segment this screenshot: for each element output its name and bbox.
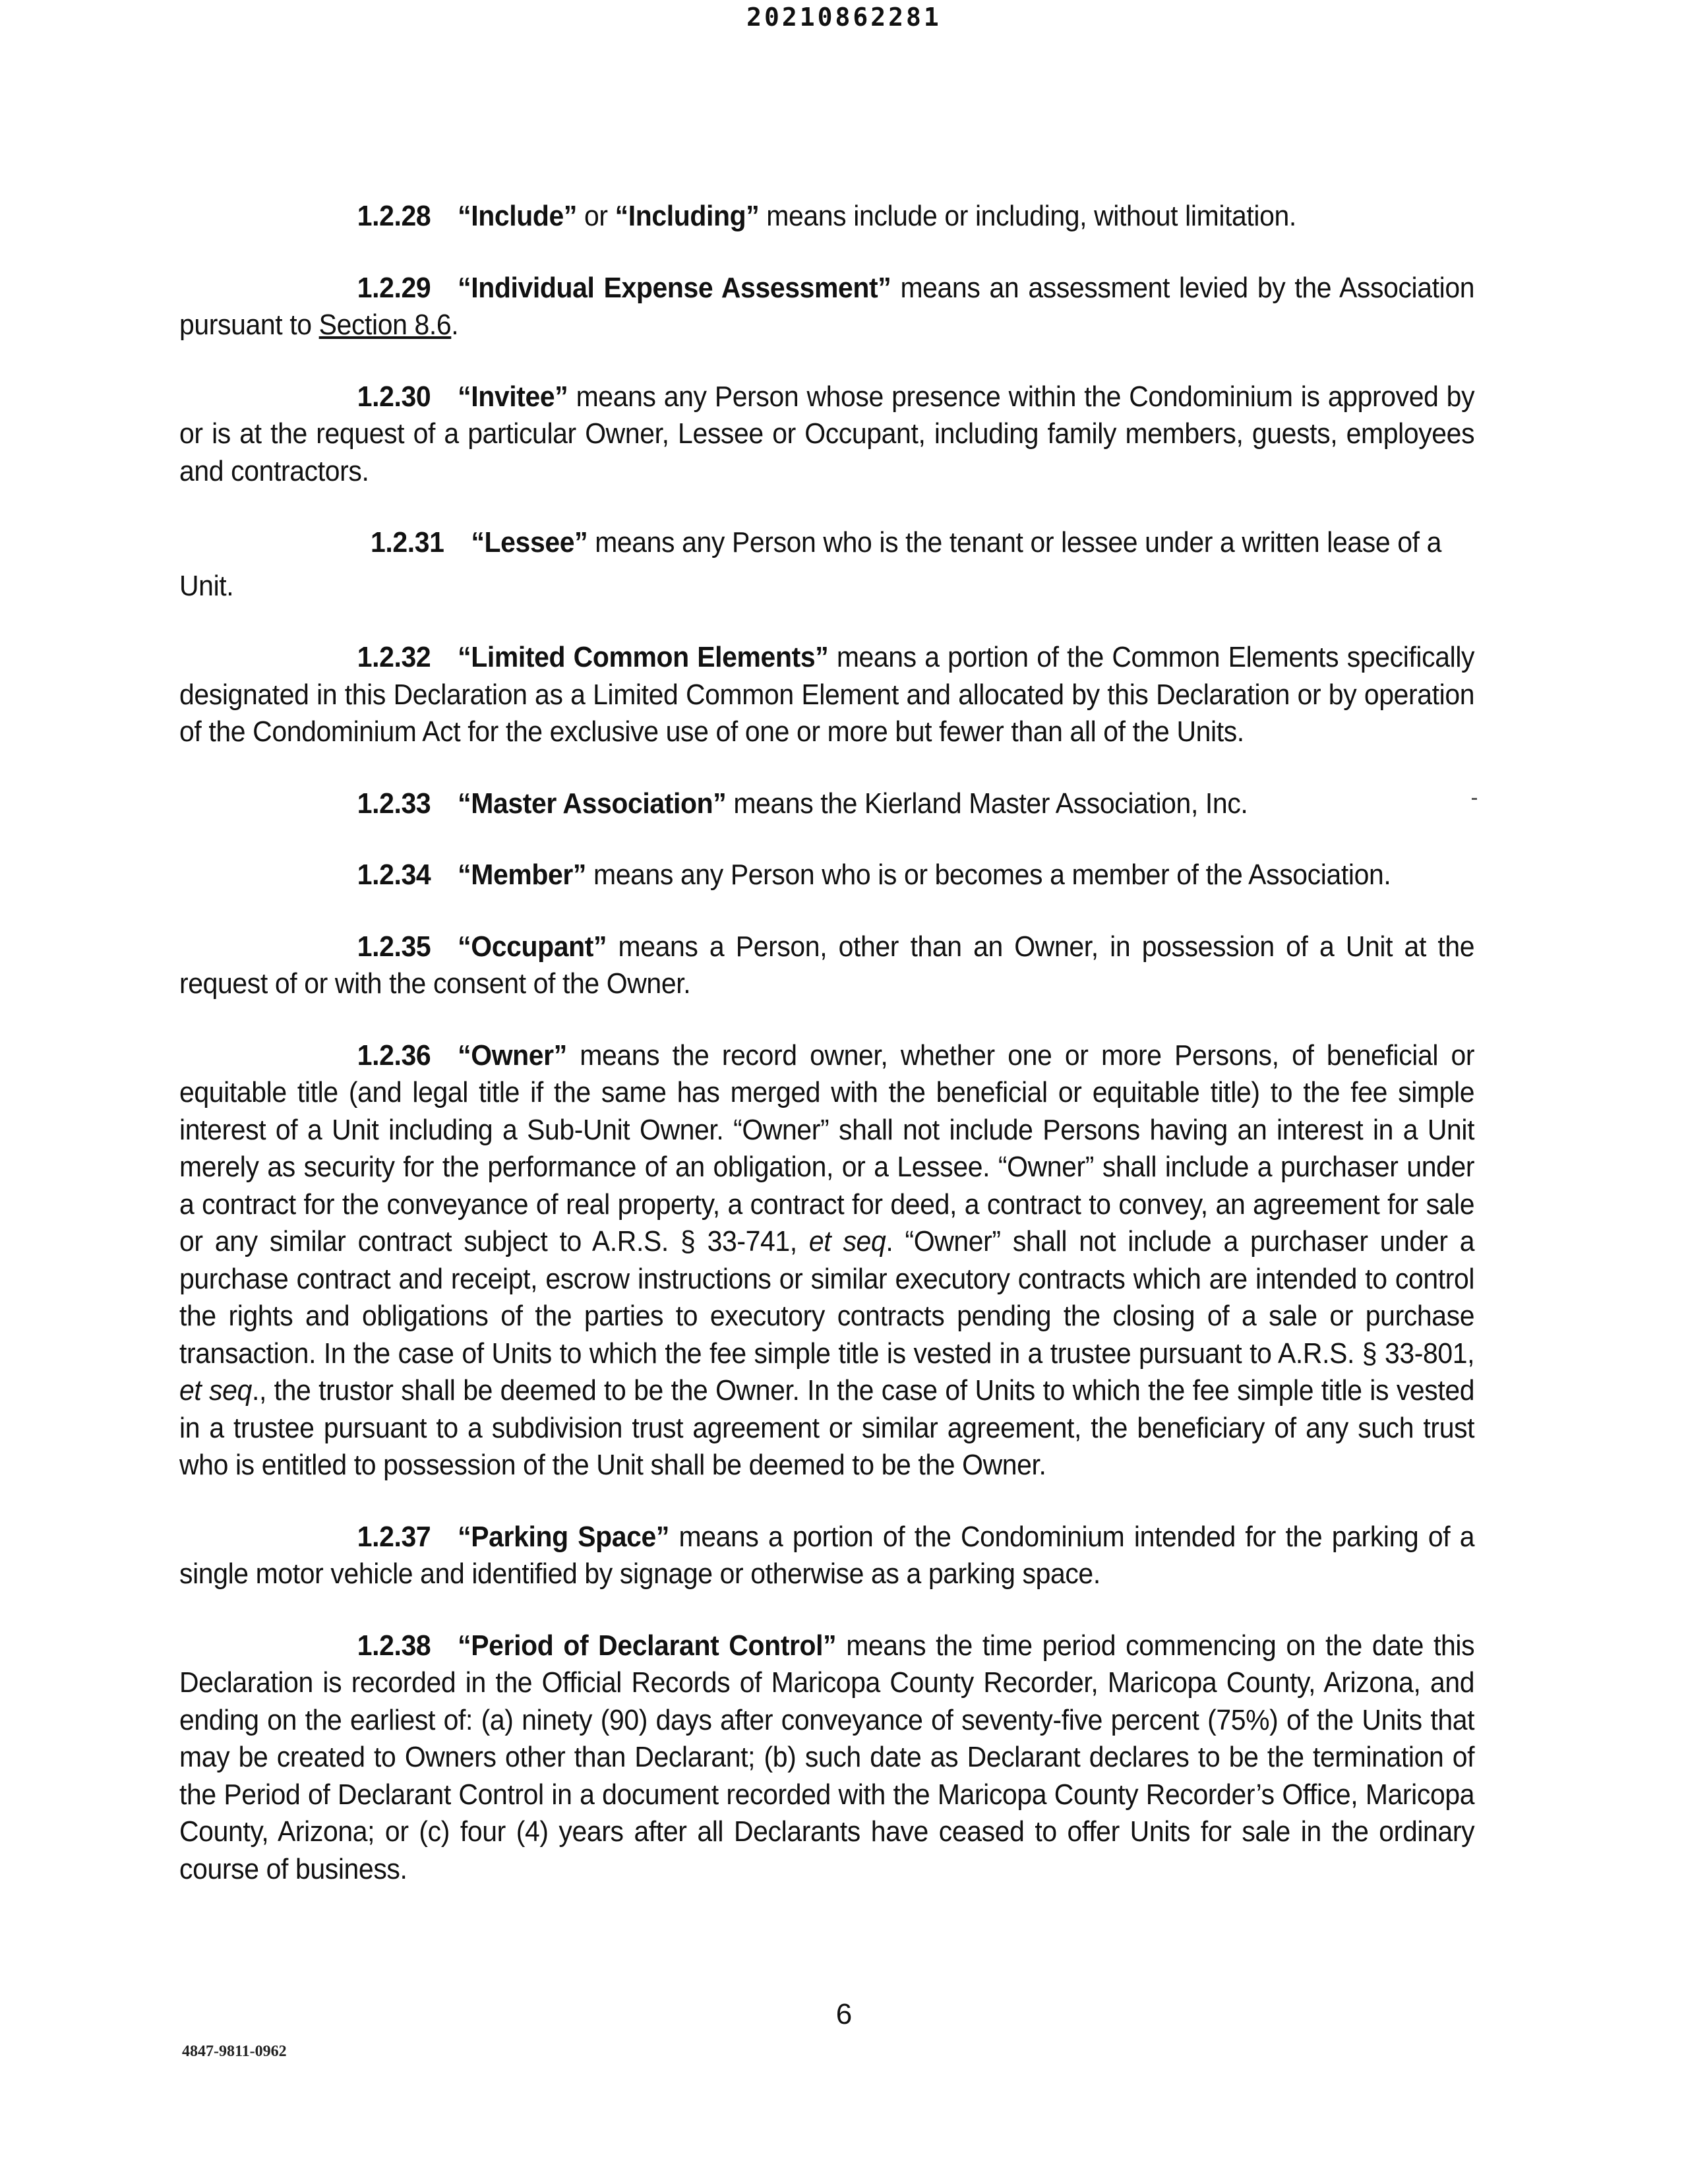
section-number: 1.2.35: [357, 930, 431, 963]
scan-artifact: [1472, 798, 1477, 800]
definition-member: [179, 857, 1474, 894]
defined-term: “Include”: [458, 200, 577, 232]
definition-text: means the Kierland Master Association, Inc.: [726, 787, 1248, 820]
section-number: 1.2.32: [357, 641, 431, 673]
defined-term: “Including”: [615, 200, 760, 232]
definition-text: or: [576, 200, 615, 232]
defined-term: “Member”: [458, 859, 587, 891]
definition-text-wrap: Unit.: [179, 570, 234, 602]
defined-term: “Owner”: [458, 1039, 567, 1072]
definition-text: means include or including, without limitation.: [759, 200, 1296, 232]
definition-limited-common-elements: [179, 639, 1474, 751]
definition-text: means an assessment levied by the Association pursuant to: [179, 271, 1475, 341]
defined-term: “Master Association”: [458, 787, 727, 820]
definition-text: means any Person whose presence within the Condominium is approved by or is at the request of a particular Owner, Lessee or Occupant, including family members, guests, employees and contractors.: [179, 380, 1475, 487]
defined-term: “Occupant”: [458, 930, 607, 963]
definition-text: . “Owner” shall not include a purchaser under a purchase contract and receipt, escrow instructions or similar executory contracts which are intended to control the rights and obligations of the parties to executory contracts pending the closing of a sale or purchase transaction. In the case of Units to which the fee simple title is vested in a trustee pursuant to A.R.S. § 33-801,: [179, 1225, 1475, 1370]
definition-text: means the record owner, whether one or more Persons, of beneficial or equitable title (and legal title if the same has merged with the beneficial or equitable title) to the fee simple interest of a Unit including a Sub-Unit Owner. “Owner” shall not include Persons having an interest in a Unit merely as security for the performance of an obligation, or a Lessee. “Owner” shall include a purchaser under a contract for the conveyance of real property, a contract for deed, a contract to convey, an agreement for sale or any similar contract subject to A.R.S. § 33-741,: [179, 1039, 1475, 1258]
italic-et-seq: et seq: [179, 1374, 252, 1407]
definition-master-association: [179, 785, 1474, 823]
section-number: 1.2.29: [357, 271, 431, 304]
definition-text: means a portion of the Condominium intended for the parking of a single motor vehicle and identified by signage or otherwise as a parking space.: [179, 1520, 1475, 1590]
page-number: 6: [835, 1998, 853, 2030]
definition-owner: [179, 1037, 1474, 1484]
definition-lessee: [179, 524, 1474, 605]
italic-et-seq: et seq: [808, 1225, 886, 1258]
section-number: 1.2.34: [357, 859, 431, 891]
definition-individual-expense-assessment: [179, 270, 1474, 344]
defined-term: “Invitee”: [458, 380, 568, 413]
definition-text: means a portion of the Common Elements specifically designated in this Declaration as a Limited Common Element and allocated by this Declaration or by operation of the Condominium Act for the exclusive use of one or more but fewer than all of the Units.: [179, 641, 1475, 748]
definition-text: means a Person, other than an Owner, in possession of a Unit at the request of or with the consent of the Owner.: [179, 930, 1475, 1000]
definition-invitee: [179, 379, 1474, 491]
document-body: [179, 198, 1474, 1922]
defined-term: “Lessee”: [471, 526, 588, 559]
section-number: 1.2.36: [357, 1039, 431, 1072]
definition-parking-space: [179, 1519, 1474, 1593]
definition-text: means the time period commencing on the date this Declaration is recorded in the Official Records of Maricopa County Recorder, Maricopa County, Arizona, and ending on the earliest of: (a) ninety (90) days after conveyance of seventy-five percent (75%) of the Units that may be created to Owners other than Declarant; (b) such date as Declarant declares to be the termination of the Period of Declarant Control in a document recorded with the Maricopa County Recorder’s Office, Maricopa County, Arizona; or (c) four (4) years after all Declarants have ceased to offer Units for sale in the ordinary course of business.: [179, 1629, 1475, 1885]
defined-term: “Parking Space”: [458, 1520, 670, 1553]
section-number: 1.2.33: [357, 787, 431, 820]
definition-text: means any Person who is or becomes a member of the Association.: [586, 859, 1391, 891]
definition-period-of-declarant-control: [179, 1627, 1474, 1889]
definition-text: means any Person who is the tenant or lessee under a written lease of a: [588, 526, 1441, 559]
definition-text: .: [451, 309, 459, 341]
section-number: 1.2.28: [357, 200, 431, 232]
section-number: 1.2.30: [357, 380, 431, 413]
defined-term: “Period of Declarant Control”: [458, 1629, 837, 1662]
definition-occupant: [179, 928, 1474, 1003]
section-number: 1.2.31: [371, 526, 444, 559]
section-reference: Section 8.6: [318, 309, 452, 341]
defined-term: “Individual Expense Assessment”: [458, 271, 891, 304]
section-number: 1.2.38: [357, 1629, 431, 1662]
section-number: 1.2.37: [357, 1520, 431, 1553]
recording-number: 20210862281: [746, 3, 942, 32]
definition-include: [179, 198, 1474, 235]
defined-term: “Limited Common Elements”: [458, 641, 829, 673]
definition-text: ., the trustor shall be deemed to be the Owner. In the case of Units to which the fee simple title is vested in a trustee pursuant to a subdivision trust agreement or similar agreement, the beneficiary of any such trust who is entitled to possession of the Unit shall be deemed to be the Owner.: [179, 1374, 1475, 1481]
document-id: 4847-9811-0962: [182, 2043, 287, 2060]
